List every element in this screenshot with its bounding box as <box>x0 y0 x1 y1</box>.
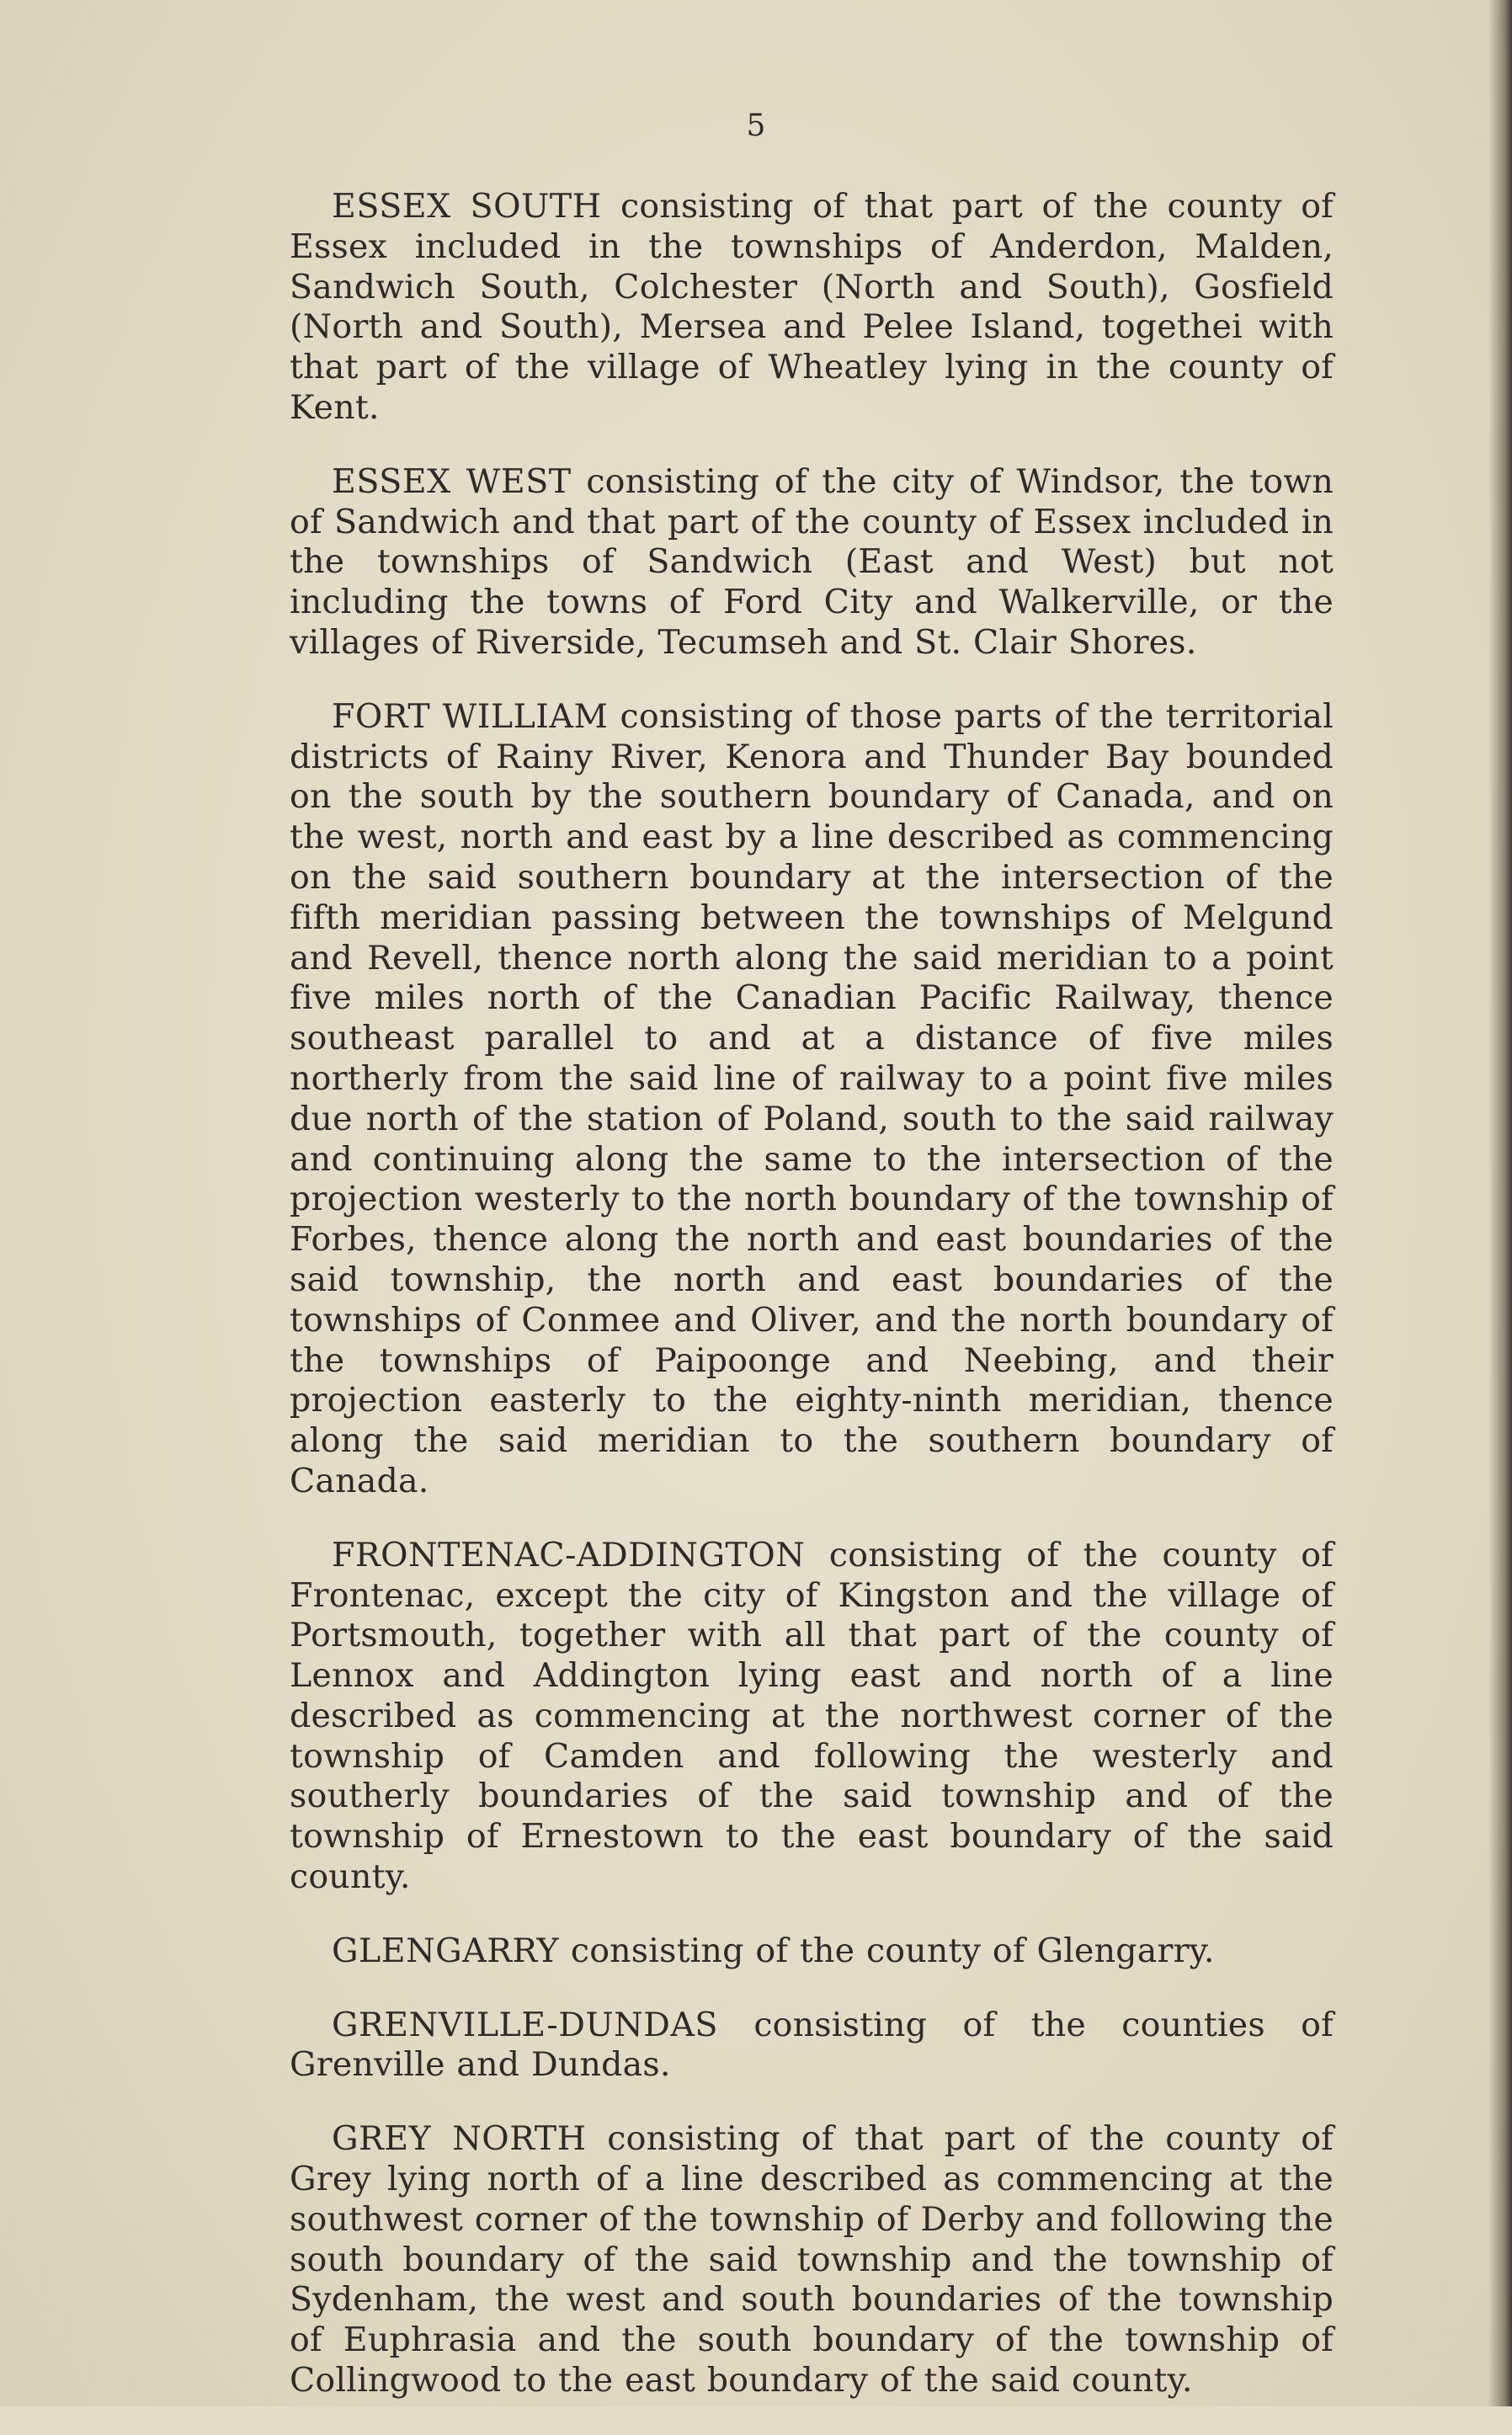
district-description: consisting of the counties of Grenville and Dundas. <box>290 2005 1334 2085</box>
district-name: ESSEX WEST <box>332 461 572 501</box>
paragraph-glengarry <box>290 1931 1334 1972</box>
district-name: GLENGARRY <box>332 1931 560 1970</box>
paragraph-essex-west <box>290 462 1334 663</box>
paragraph-frontenac-addington <box>290 1536 1334 1898</box>
district-description: consisting of those parts of the territorial districts of Rainy River, Kenora and Thunder Bay bounded on the south by the southern boundary of Canada, and on the west, north and east by a line described as commencing on the said southern boundary at the intersection of the fifth meridian passing between the townships of Melgund and Revell, thence north along the said meridian to a point five miles north of the Canadian Pacific Railway, thence southeast parallel to and at a distance of five miles northerly from the said line of railway to a point five miles due north of the station of Poland, south to the said railway and continuing along the same to the intersection of the projection westerly to the north boundary of the township of Forbes, thence along the north and east boundaries of the said township, the north and east boundaries of the townships of Conmee and Oliver, and the north boundary of the townships of Paipoonge and Neebing, and their projection easterly to the eighty-ninth meridian, thence along the said meridian to the southern boundary of Canada. <box>290 696 1334 1500</box>
district-name: ESSEX SOUTH <box>332 187 602 226</box>
paragraph-essex-south <box>290 187 1334 429</box>
district-description: consisting of the city of Windsor, the town of Sandwich and that part of the county of Essex included in the townships of Sandwich (East and West) but not including the towns of Ford City and Walkerville, or the villages of Riverside, Tecumseh and St. Clair Shores. <box>290 461 1334 662</box>
district-description: consisting of the county of Frontenac, except the city of Kingston and the village of Portsmouth, together with all that part of the county of Lennox and Addington lying east and north of a line described as commencing at the northwest corner of the township of Camden and following the westerly and southerly boundaries of the said township and of the township of Ernestown to the east boundary of the said county. <box>290 1535 1334 1897</box>
district-name: FORT WILLIAM <box>332 696 609 736</box>
page-edge-shadow <box>1488 0 1512 2406</box>
district-name: GRENVILLE-DUNDAS <box>332 2005 718 2044</box>
district-name: GREY NORTH <box>332 2119 587 2159</box>
district-name: FRONTENAC-ADDINGTON <box>332 1535 806 1574</box>
paragraph-grenville-dundas <box>290 2006 1334 2086</box>
district-description: consisting of the county of Glengarry. <box>559 1931 1215 1970</box>
district-description: consisting of that part of the county of Essex included in the townships of Anderdon, Malden, Sandwich South, Colchester (North and South), Gosfield (North and South), Mersea and Pelee Island, togethei with that part of the village of Wheatley lying in the county of Kent. <box>290 187 1334 427</box>
paragraph-fort-william <box>290 697 1334 1502</box>
district-description: consisting of that part of the county of Grey lying north of a line described as commencing at the southwest corner of the township of Derby and following the south boundary of the said township and the township of Sydenham, the west and south boundaries of the township of Euphrasia and the south boundary of the township of Collingwood to the east boundary of the said county. <box>290 2119 1334 2400</box>
document-body <box>290 187 1334 2435</box>
page-number: 5 <box>746 109 766 143</box>
paragraph-grey-north <box>290 2119 1334 2401</box>
